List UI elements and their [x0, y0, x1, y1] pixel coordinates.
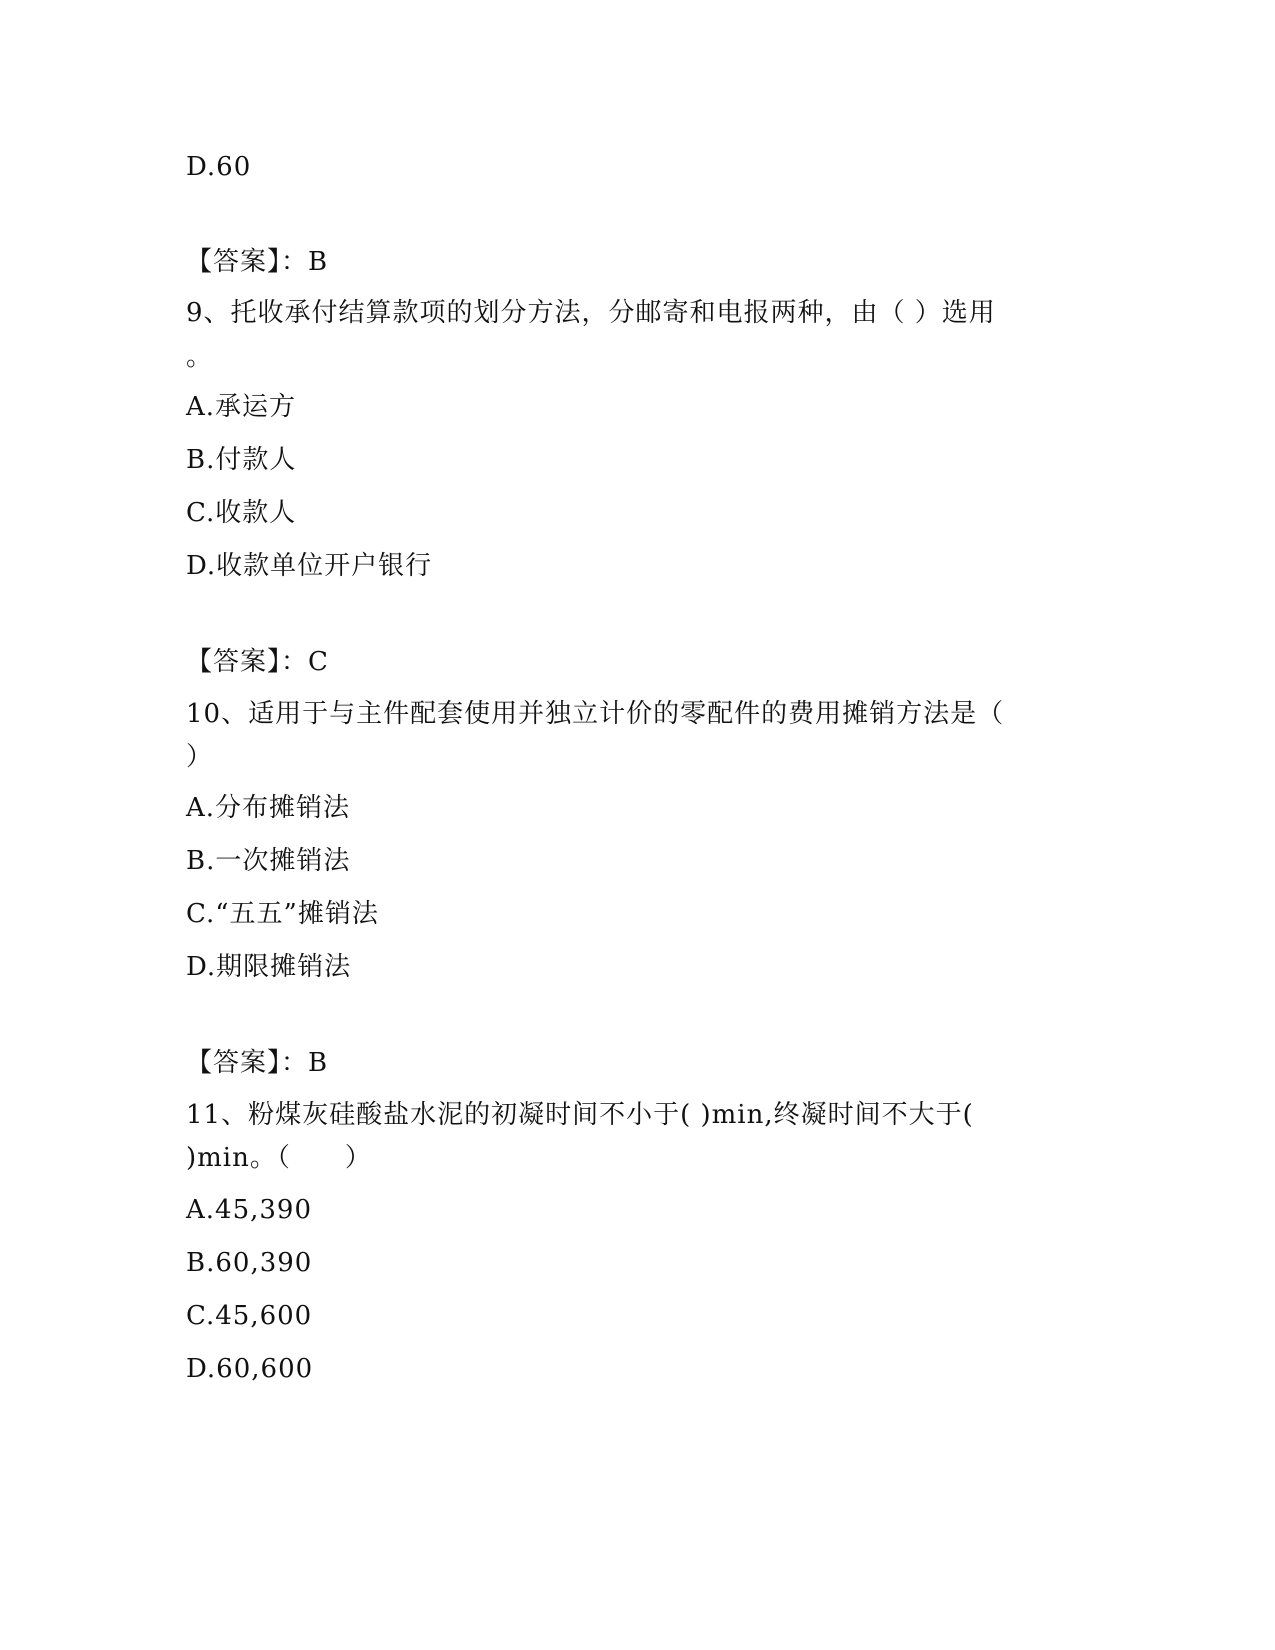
- q9-option-b: B.付款人: [186, 445, 297, 475]
- q10-answer: 【答案】：B: [186, 1048, 329, 1078]
- q11-option-c: C.45,600: [186, 1301, 313, 1331]
- q11-option-a: A.45,390: [186, 1195, 313, 1225]
- q11-stem-line2: )min。（ ）: [186, 1143, 372, 1173]
- q9-stem-line1: 9、托收承付结算款项的划分方法，分邮寄和电报两种，由（ ）选用: [186, 298, 996, 328]
- q9-option-c: C.收款人: [186, 498, 297, 528]
- q10-option-a: A.分布摊销法: [186, 793, 351, 823]
- q10-stem-line1: 10、适用于与主件配套使用并独立计价的零配件的费用摊销方法是（: [186, 699, 1005, 729]
- q9-option-a: A.承运方: [186, 392, 297, 422]
- q11-option-b: B.60,390: [186, 1248, 313, 1278]
- q9-option-d: D.收款单位开户银行: [186, 551, 433, 581]
- q10-option-d: D.期限摊销法: [186, 952, 352, 982]
- q9-answer: 【答案】：C: [186, 647, 329, 677]
- q10-option-b: B.一次摊销法: [186, 846, 351, 876]
- q10-stem-line2: ）: [186, 742, 214, 772]
- q11-stem-line1: 11、粉煤灰硅酸盐水泥的初凝时间不小于( )min,终凝时间不大于(: [186, 1100, 974, 1130]
- q9-stem-line2: 。: [186, 342, 214, 372]
- q8-answer: 【答案】：B: [186, 247, 329, 277]
- q8-option-d: D.60: [186, 152, 252, 182]
- q11-option-d: D.60,600: [186, 1354, 314, 1384]
- q10-option-c: C.“五五”摊销法: [186, 899, 379, 929]
